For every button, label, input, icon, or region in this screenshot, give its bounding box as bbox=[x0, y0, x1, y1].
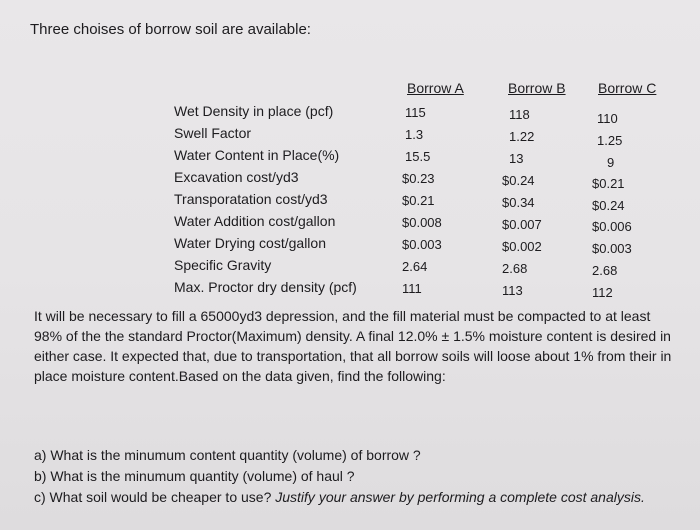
problem-statement: It will be necessary to fill a 65000yd3 depression, and the fill material must be compacted to at least 98% of the the standard Proctor(Maximum) density. A final 12.0% ± 1.5% moisture content is desired in either case. It expected that, due to transportation, that all borrow soils will loose about 1% from their in place moisture content.Based on the data given, find the following: bbox=[34, 308, 672, 384]
header-borrow-c: Borrow C bbox=[598, 80, 657, 96]
cell-a-water-drying-cost: $0.003 bbox=[402, 237, 442, 252]
cell-a-excavation-cost: $0.23 bbox=[402, 171, 435, 186]
cell-a-max-proctor-density: 111 bbox=[402, 281, 422, 296]
row-label-max-proctor-density: Max. Proctor dry density (pcf) bbox=[174, 279, 357, 295]
question-b: b) What is the minumum quantity (volume) of haul ? bbox=[34, 468, 355, 484]
cell-b-water-drying-cost: $0.002 bbox=[502, 239, 542, 254]
row-label-water-content: Water Content in Place(%) bbox=[174, 147, 340, 163]
cell-b-swell-factor: 1.22 bbox=[509, 129, 535, 144]
question-a: a) What is the minumum content quantity (volume) of borrow ? bbox=[34, 447, 421, 463]
cell-a-water-addition-cost: $0.008 bbox=[402, 215, 442, 230]
header-borrow-b: Borrow B bbox=[508, 80, 566, 96]
row-label-excavation-cost: Excavation cost/yd3 bbox=[174, 169, 299, 185]
question-c-instruction: Justify your answer by performing a complete cost analysis. bbox=[275, 489, 645, 505]
cell-c-excavation-cost: $0.21 bbox=[592, 176, 625, 191]
row-label-transport-cost: Transporatation cost/yd3 bbox=[174, 191, 328, 207]
cell-a-wet-density: 115 bbox=[405, 105, 426, 120]
cell-b-specific-gravity: 2.68 bbox=[502, 261, 528, 276]
question-c-text: c) What soil would be cheaper to use? bbox=[34, 489, 276, 505]
cell-c-water-addition-cost: $0.006 bbox=[592, 219, 632, 234]
row-label-water-addition-cost: Water Addition cost/gallon bbox=[174, 213, 336, 229]
intro-heading: Three choises of borrow soil are available: bbox=[30, 21, 311, 38]
row-label-swell-factor: Swell Factor bbox=[174, 125, 252, 141]
cell-c-water-content: 9 bbox=[607, 155, 615, 170]
cell-c-wet-density: 110 bbox=[597, 111, 618, 126]
row-label-specific-gravity: Specific Gravity bbox=[174, 257, 272, 273]
cell-c-transport-cost: $0.24 bbox=[592, 198, 625, 213]
cell-c-swell-factor: 1.25 bbox=[597, 133, 623, 148]
cell-a-transport-cost: $0.21 bbox=[402, 193, 435, 208]
cell-b-water-addition-cost: $0.007 bbox=[502, 217, 542, 232]
cell-c-water-drying-cost: $0.003 bbox=[592, 241, 632, 256]
row-label-wet-density: Wet Density in place (pcf) bbox=[174, 103, 334, 119]
cell-b-wet-density: 118 bbox=[509, 107, 530, 122]
cell-b-excavation-cost: $0.24 bbox=[502, 173, 535, 188]
cell-b-water-content: 13 bbox=[509, 151, 524, 166]
cell-c-max-proctor-density: 112 bbox=[592, 285, 613, 300]
cell-a-specific-gravity: 2.64 bbox=[402, 259, 428, 274]
cell-a-water-content: 15.5 bbox=[405, 149, 431, 164]
cell-c-specific-gravity: 2.68 bbox=[592, 263, 618, 278]
cell-b-transport-cost: $0.34 bbox=[502, 195, 535, 210]
header-borrow-a: Borrow A bbox=[407, 80, 464, 96]
row-label-water-drying-cost: Water Drying cost/gallon bbox=[174, 235, 326, 251]
cell-a-swell-factor: 1.3 bbox=[405, 127, 424, 142]
question-c bbox=[34, 488, 645, 506]
cell-b-max-proctor-density: 113 bbox=[502, 283, 523, 298]
